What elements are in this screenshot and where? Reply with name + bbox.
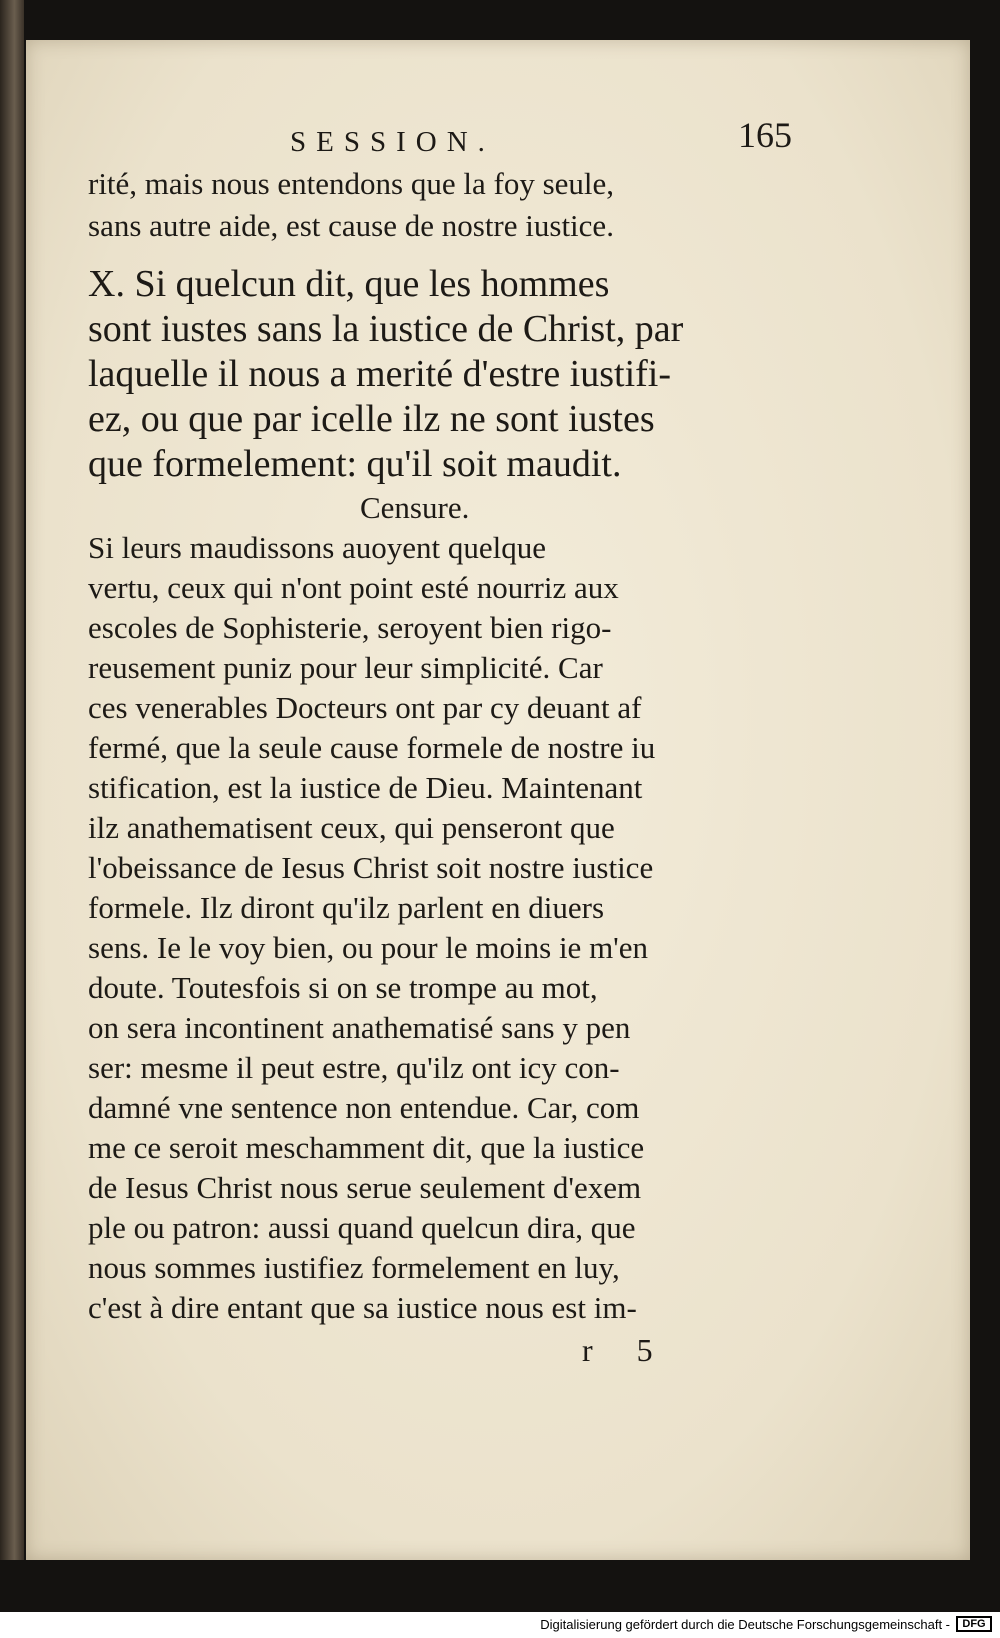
text-line: ces venerables Docteurs ont par cy deuant af xyxy=(88,690,642,725)
text-line: nous sommes iustifiez formelement en luy, xyxy=(88,1250,620,1285)
text-line: laquelle il nous a merité d'estre iustifi- xyxy=(88,353,672,395)
text-line: damné vne sentence non entendue. Car, com xyxy=(88,1090,640,1125)
running-header: SESSION. xyxy=(290,126,495,158)
text-line: l'obeissance de Iesus Christ soit nostre iustice xyxy=(88,850,654,885)
text-line: reusement puniz pour leur simplicité. Car xyxy=(88,650,603,685)
text-line: me ce seroit meschamment dit, que la iustice xyxy=(88,1130,645,1165)
text-line: sans autre aide, est cause de nostre iustice. xyxy=(88,208,614,243)
text-line: sont iustes sans la iustice de Christ, par xyxy=(88,308,684,350)
book-spine-edge xyxy=(0,0,24,1560)
text-line: de Iesus Christ nous serue seulement d'exem xyxy=(88,1170,642,1205)
text-line: on sera incontinent anathematisé sans y pen xyxy=(88,1010,631,1045)
text-line: c'est à dire entant que sa iustice nous est im- xyxy=(88,1290,637,1325)
signature-mark: r 5 xyxy=(582,1332,671,1368)
text-line: X. Si quelcun dit, que les hommes xyxy=(88,263,610,305)
text-line: sens. Ie le voy bien, ou pour le moins ie m'en xyxy=(88,930,649,965)
text-line: que formelement: qu'il soit maudit. xyxy=(88,443,622,485)
text-line: ser: mesme il peut estre, qu'ilz ont icy con- xyxy=(88,1050,620,1085)
censure-heading: Censure. xyxy=(360,490,470,525)
dfg-logo: DFG xyxy=(956,1616,992,1632)
text-line: ple ou patron: aussi quand quelcun dira, que xyxy=(88,1210,636,1245)
text-line: rité, mais nous entendons que la foy seule, xyxy=(88,166,615,201)
text-line: Si leurs maudissons auoyent quelque xyxy=(88,530,547,565)
text-line: doute. Toutesfois si on se trompe au mot, xyxy=(88,970,598,1005)
text-line: formele. Ilz diront qu'ilz parlent en diuers xyxy=(88,890,605,925)
text-line: stification, est la iustice de Dieu. Maintenant xyxy=(88,770,643,805)
footer-credit: Digitalisierung gefördert durch die Deutsche Forschungsgemeinschaft - xyxy=(540,1617,950,1632)
text-line: ez, ou que par icelle ilz ne sont iustes xyxy=(88,398,655,440)
page-number: 165 xyxy=(738,115,792,155)
text-line: ilz anathematisent ceux, qui penseront que xyxy=(88,810,615,845)
text-line: escoles de Sophisterie, seroyent bien rigo- xyxy=(88,610,612,645)
text-line: fermé, que la seule cause formele de nostre iu xyxy=(88,730,656,765)
text-line: vertu, ceux qui n'ont point esté nourriz aux xyxy=(88,570,619,605)
